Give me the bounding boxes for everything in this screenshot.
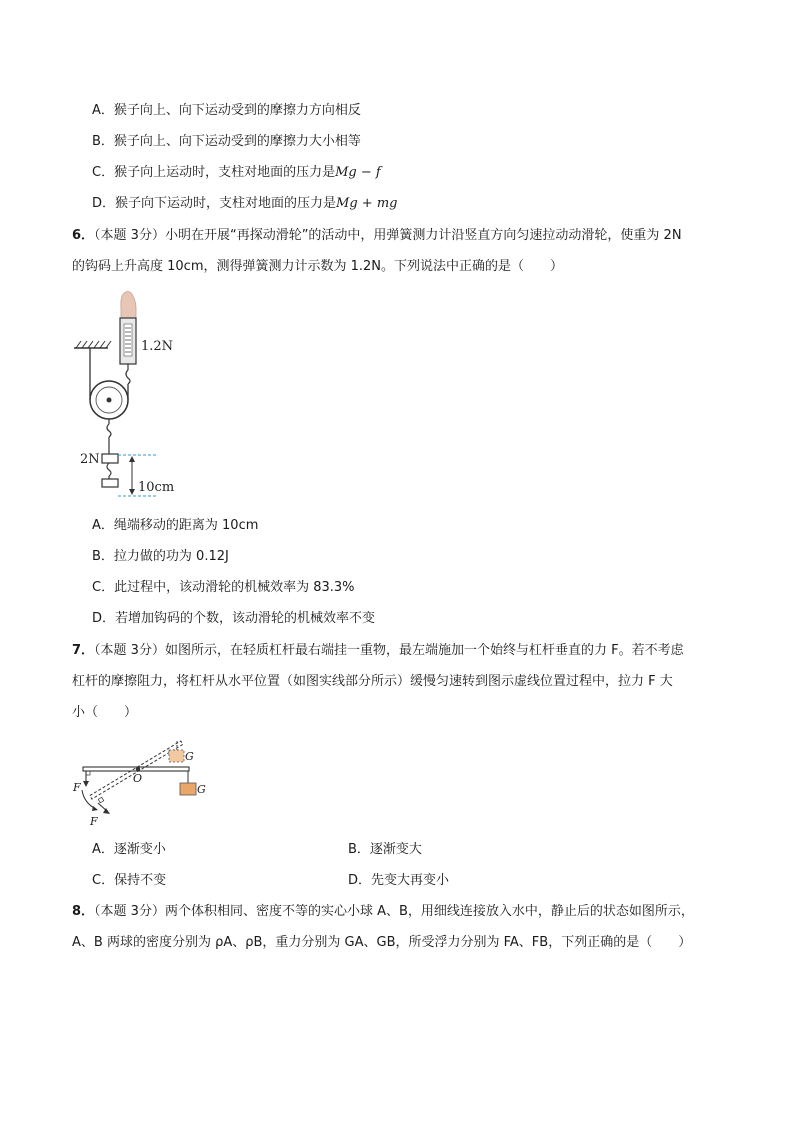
q8-stem-line2: A、B 两球的密度分别为 ρA、ρB，重力分别为 GA、GB，所受浮力分别为 FA、FB，下列正确的是（ ）: [72, 935, 692, 950]
q6-pulley-figure: [70, 288, 190, 503]
q7-option-c[interactable]: [92, 872, 166, 890]
q5-option-d[interactable]: [92, 195, 397, 213]
q5-option-c[interactable]: [92, 164, 381, 182]
option-letter: B．: [348, 842, 370, 857]
question-tag: （本题 3分）: [94, 904, 165, 919]
q7-stem-line1: [72, 642, 684, 660]
rotation-arrow-icon: [82, 790, 96, 809]
weight-block-upper: [102, 454, 118, 463]
q8-stem-line1: [72, 903, 694, 921]
option-text: 此过程中，该动滑轮的机械效率为 83.3%: [114, 580, 355, 595]
q7-stem-line2: 杠杆的摩擦阻力，将杠杆从水平位置（如图实线部分所示）缓慢匀速转到图示虚线位置过程中，拉力 F 大: [72, 674, 673, 689]
force-label: F: [73, 781, 81, 794]
question-text: 两个体积相同、密度不等的实心小球 A、B，用细线连接放入水中，静止后的状态如图所示，: [164, 904, 694, 919]
question-text: 如图所示，在轻质杠杆最右端挂一重物，最左端施加一个始终与杠杆垂直的力 F。若不考虑: [164, 643, 684, 658]
q5-option-b[interactable]: [92, 133, 361, 151]
option-text: 拉力做的功为 0.12J: [113, 549, 229, 564]
q6-option-d[interactable]: [92, 610, 375, 628]
option-letter: A．: [92, 518, 114, 533]
q6-option-a[interactable]: [92, 517, 258, 535]
weight-block-solid: [180, 783, 196, 795]
q7-lever-figure: [70, 735, 220, 830]
question-tag: （本题 3分）: [94, 228, 165, 243]
option-letter: C．: [92, 165, 115, 180]
formula: Mg − f: [335, 165, 381, 180]
question-text: 小明在开展“再探动滑轮”的活动中，用弹簧测力计沿竖直方向匀速拉动动滑轮，使重为 2N: [164, 228, 682, 243]
pivot-icon: [136, 767, 140, 771]
option-text: 猴子向上、向下运动受到的摩擦力方向相反: [113, 103, 361, 118]
hand-icon: [121, 292, 136, 319]
option-letter: C．: [92, 580, 115, 595]
option-text: 绳端移动的距离为 10cm: [113, 518, 259, 533]
q6-option-c[interactable]: [92, 579, 355, 597]
formula: Mg + mg: [336, 196, 398, 211]
force-label-dashed: F: [90, 815, 98, 828]
option-letter: A．: [92, 103, 114, 118]
weight-label-dashed: G: [185, 750, 194, 763]
option-letter: D．: [348, 873, 372, 888]
q6-stem-line2: 的钩码上升高度 10cm，测得弹簧测力计示数为 1.2N。下列说法中正确的是（ ）: [72, 259, 564, 274]
option-text: 先变大再变小: [371, 873, 450, 888]
option-letter: B．: [92, 134, 114, 149]
weight-block-dashed: [169, 750, 184, 762]
q6-stem-line1: [72, 227, 682, 245]
option-letter: D．: [92, 611, 116, 626]
question-number: 8．: [72, 904, 95, 919]
q7-stem-line3: 小（ ）: [72, 705, 138, 720]
q7-option-a[interactable]: [92, 841, 166, 859]
option-text: 逐渐变大: [369, 842, 422, 857]
option-letter: A．: [92, 842, 114, 857]
ceiling-hatch: [76, 341, 111, 348]
weight-block-lower: [102, 479, 118, 487]
q6-option-b[interactable]: [92, 548, 229, 566]
option-letter: C．: [92, 873, 115, 888]
pivot-label: O: [133, 772, 143, 785]
scale-reading-label: 1.2N: [141, 339, 174, 354]
q7-option-b[interactable]: [348, 841, 422, 859]
option-text: 猴子向上、向下运动受到的摩擦力大小相等: [113, 134, 361, 149]
option-text: 保持不变: [114, 873, 167, 888]
option-text: 猴子向上运动时，支柱对地面的压力是: [114, 165, 336, 180]
option-letter: D．: [92, 196, 116, 211]
pulley-hook-icon: [107, 424, 111, 437]
q5-option-a[interactable]: [92, 102, 361, 120]
option-text: 猴子向下运动时，支柱对地面的压力是: [115, 196, 337, 211]
weight-label: G: [197, 783, 206, 796]
height-label: 10cm: [138, 480, 175, 495]
weight-label: 2N: [80, 452, 100, 467]
option-letter: B．: [92, 549, 114, 564]
option-text: 逐渐变小: [113, 842, 166, 857]
question-number: 6．: [72, 228, 95, 243]
scale-hook-icon: [126, 370, 130, 384]
question-tag: （本题 3分）: [94, 643, 165, 658]
q7-option-d[interactable]: [348, 872, 449, 890]
question-number: 7．: [72, 643, 95, 658]
option-text: 若增加钩码的个数，该动滑轮的机械效率不变: [115, 611, 376, 626]
